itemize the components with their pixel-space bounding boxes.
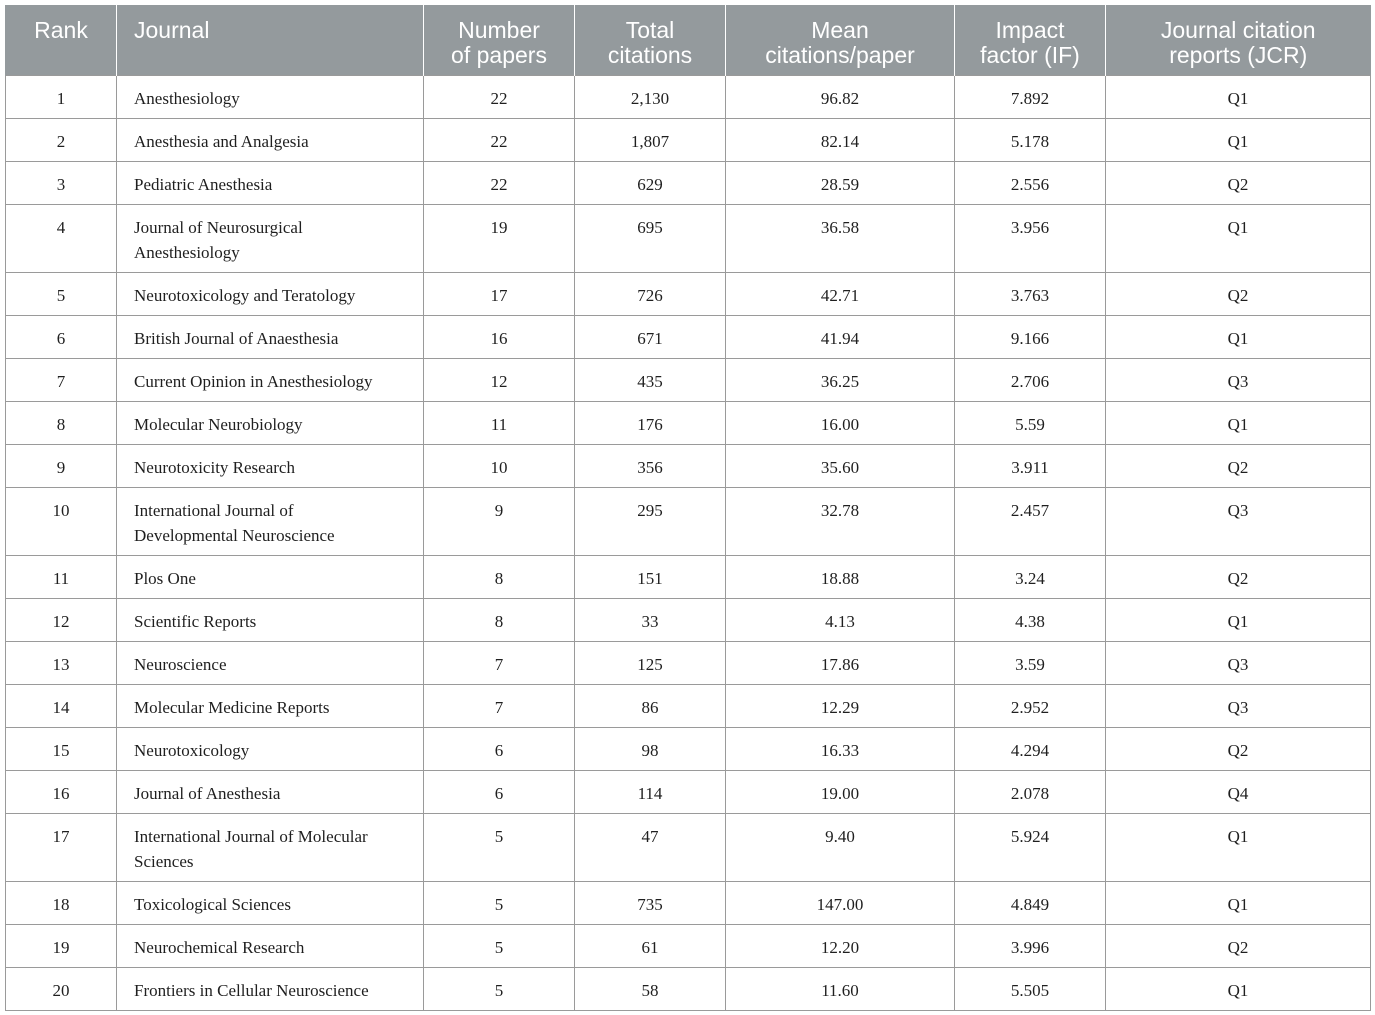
papers-cell: 22 <box>424 161 575 204</box>
header-row <box>6 5 1371 75</box>
citations-cell: 735 <box>575 881 726 924</box>
mean-cell: 82.14 <box>726 118 955 161</box>
citations-cell: 58 <box>575 967 726 1010</box>
table-row <box>6 727 1371 770</box>
impact-factor-cell: 3.763 <box>955 272 1106 315</box>
journal-cell: International Journal of Developmental Neuroscience <box>117 487 424 555</box>
mean-cell: 36.58 <box>726 204 955 272</box>
impact-factor-cell: 3.24 <box>955 555 1106 598</box>
rank-cell: 7 <box>6 358 117 401</box>
journal-cell: Anesthesia and Analgesia <box>117 118 424 161</box>
papers-cell: 8 <box>424 598 575 641</box>
papers-cell: 7 <box>424 684 575 727</box>
citations-cell: 435 <box>575 358 726 401</box>
citations-cell: 151 <box>575 555 726 598</box>
journal-cell: Frontiers in Cellular Neuroscience <box>117 967 424 1010</box>
rank-cell: 19 <box>6 924 117 967</box>
journal-cell: Plos One <box>117 555 424 598</box>
mean-cell: 28.59 <box>726 161 955 204</box>
rank-cell: 12 <box>6 598 117 641</box>
citations-cell: 86 <box>575 684 726 727</box>
jcr-cell: Q1 <box>1106 75 1371 118</box>
mean-cell: 32.78 <box>726 487 955 555</box>
mean-cell: 35.60 <box>726 444 955 487</box>
table-row <box>6 684 1371 727</box>
table-row <box>6 204 1371 272</box>
table-row <box>6 161 1371 204</box>
mean-cell: 16.00 <box>726 401 955 444</box>
rank-cell: 9 <box>6 444 117 487</box>
papers-cell: 5 <box>424 813 575 881</box>
papers-cell: 8 <box>424 555 575 598</box>
citations-cell: 114 <box>575 770 726 813</box>
rank-cell: 15 <box>6 727 117 770</box>
header-mean-citations: Mean citations/paper <box>726 5 955 75</box>
header-jcr: Journal citation reports (JCR) <box>1106 5 1371 75</box>
rank-cell: 20 <box>6 967 117 1010</box>
papers-cell: 6 <box>424 770 575 813</box>
journal-cell: Molecular Medicine Reports <box>117 684 424 727</box>
header-journal: Journal <box>117 5 424 75</box>
impact-factor-cell: 5.178 <box>955 118 1106 161</box>
jcr-cell: Q2 <box>1106 727 1371 770</box>
rank-cell: 10 <box>6 487 117 555</box>
rank-cell: 4 <box>6 204 117 272</box>
jcr-cell: Q1 <box>1106 401 1371 444</box>
mean-cell: 36.25 <box>726 358 955 401</box>
table-row <box>6 272 1371 315</box>
rank-cell: 11 <box>6 555 117 598</box>
citations-cell: 629 <box>575 161 726 204</box>
citations-cell: 2,130 <box>575 75 726 118</box>
citations-cell: 125 <box>575 641 726 684</box>
jcr-cell: Q3 <box>1106 641 1371 684</box>
rank-cell: 17 <box>6 813 117 881</box>
citations-cell: 671 <box>575 315 726 358</box>
journal-cell: Molecular Neurobiology <box>117 401 424 444</box>
mean-cell: 19.00 <box>726 770 955 813</box>
table-row <box>6 487 1371 555</box>
header-total-citations: Total citations <box>575 5 726 75</box>
citations-cell: 176 <box>575 401 726 444</box>
rank-cell: 1 <box>6 75 117 118</box>
impact-factor-cell: 4.849 <box>955 881 1106 924</box>
impact-factor-cell: 5.505 <box>955 967 1106 1010</box>
jcr-cell: Q3 <box>1106 358 1371 401</box>
jcr-cell: Q1 <box>1106 967 1371 1010</box>
journal-cell: British Journal of Anaesthesia <box>117 315 424 358</box>
mean-cell: 11.60 <box>726 967 955 1010</box>
header-rank: Rank <box>6 5 117 75</box>
journal-cell: Anesthesiology <box>117 75 424 118</box>
citations-cell: 61 <box>575 924 726 967</box>
jcr-cell: Q1 <box>1106 315 1371 358</box>
papers-cell: 17 <box>424 272 575 315</box>
papers-cell: 16 <box>424 315 575 358</box>
papers-cell: 12 <box>424 358 575 401</box>
table-row <box>6 641 1371 684</box>
citations-cell: 47 <box>575 813 726 881</box>
journal-cell: Neurotoxicology <box>117 727 424 770</box>
impact-factor-cell: 3.59 <box>955 641 1106 684</box>
papers-cell: 22 <box>424 75 575 118</box>
impact-factor-cell: 3.996 <box>955 924 1106 967</box>
rank-cell: 3 <box>6 161 117 204</box>
rank-cell: 8 <box>6 401 117 444</box>
citations-cell: 33 <box>575 598 726 641</box>
citations-cell: 98 <box>575 727 726 770</box>
rank-cell: 5 <box>6 272 117 315</box>
impact-factor-cell: 4.294 <box>955 727 1106 770</box>
mean-cell: 9.40 <box>726 813 955 881</box>
table-row <box>6 75 1371 118</box>
jcr-cell: Q1 <box>1106 813 1371 881</box>
impact-factor-cell: 5.59 <box>955 401 1106 444</box>
rank-cell: 6 <box>6 315 117 358</box>
papers-cell: 5 <box>424 967 575 1010</box>
impact-factor-cell: 3.956 <box>955 204 1106 272</box>
rank-cell: 18 <box>6 881 117 924</box>
rank-cell: 2 <box>6 118 117 161</box>
citations-cell: 726 <box>575 272 726 315</box>
table-row <box>6 924 1371 967</box>
journal-cell: Toxicological Sciences <box>117 881 424 924</box>
table-row <box>6 770 1371 813</box>
impact-factor-cell: 9.166 <box>955 315 1106 358</box>
mean-cell: 42.71 <box>726 272 955 315</box>
jcr-cell: Q4 <box>1106 770 1371 813</box>
table-row <box>6 118 1371 161</box>
jcr-cell: Q2 <box>1106 924 1371 967</box>
table-row <box>6 444 1371 487</box>
jcr-cell: Q1 <box>1106 598 1371 641</box>
citations-cell: 695 <box>575 204 726 272</box>
table-row <box>6 598 1371 641</box>
table-row <box>6 315 1371 358</box>
citations-cell: 1,807 <box>575 118 726 161</box>
rank-cell: 16 <box>6 770 117 813</box>
journal-cell: Journal of Anesthesia <box>117 770 424 813</box>
mean-cell: 41.94 <box>726 315 955 358</box>
table-row <box>6 813 1371 881</box>
mean-cell: 12.20 <box>726 924 955 967</box>
citations-cell: 356 <box>575 444 726 487</box>
impact-factor-cell: 2.457 <box>955 487 1106 555</box>
mean-cell: 18.88 <box>726 555 955 598</box>
journal-cell: International Journal of Molecular Sciences <box>117 813 424 881</box>
impact-factor-cell: 5.924 <box>955 813 1106 881</box>
header-number-of-papers: Number of papers <box>424 5 575 75</box>
journal-cell: Neurotoxicology and Teratology <box>117 272 424 315</box>
mean-cell: 147.00 <box>726 881 955 924</box>
journal-cell: Scientific Reports <box>117 598 424 641</box>
jcr-cell: Q1 <box>1106 118 1371 161</box>
jcr-cell: Q3 <box>1106 684 1371 727</box>
mean-cell: 12.29 <box>726 684 955 727</box>
jcr-cell: Q2 <box>1106 555 1371 598</box>
table-row <box>6 881 1371 924</box>
impact-factor-cell: 2.078 <box>955 770 1106 813</box>
table-row <box>6 555 1371 598</box>
papers-cell: 9 <box>424 487 575 555</box>
jcr-cell: Q3 <box>1106 487 1371 555</box>
papers-cell: 5 <box>424 924 575 967</box>
journal-cell: Pediatric Anesthesia <box>117 161 424 204</box>
table-row <box>6 967 1371 1010</box>
papers-cell: 22 <box>424 118 575 161</box>
mean-cell: 96.82 <box>726 75 955 118</box>
citations-cell: 295 <box>575 487 726 555</box>
papers-cell: 11 <box>424 401 575 444</box>
journal-cell: Neurochemical Research <box>117 924 424 967</box>
table-row <box>6 358 1371 401</box>
impact-factor-cell: 2.952 <box>955 684 1106 727</box>
table-row <box>6 401 1371 444</box>
header-impact-factor: Impact factor (IF) <box>955 5 1106 75</box>
impact-factor-cell: 7.892 <box>955 75 1106 118</box>
jcr-cell: Q2 <box>1106 444 1371 487</box>
jcr-cell: Q1 <box>1106 881 1371 924</box>
mean-cell: 17.86 <box>726 641 955 684</box>
jcr-cell: Q2 <box>1106 161 1371 204</box>
impact-factor-cell: 2.706 <box>955 358 1106 401</box>
rank-cell: 13 <box>6 641 117 684</box>
journal-ranking-table <box>5 5 1371 1011</box>
papers-cell: 7 <box>424 641 575 684</box>
jcr-cell: Q1 <box>1106 204 1371 272</box>
impact-factor-cell: 2.556 <box>955 161 1106 204</box>
impact-factor-cell: 4.38 <box>955 598 1106 641</box>
journal-cell: Current Opinion in Anesthesiology <box>117 358 424 401</box>
papers-cell: 19 <box>424 204 575 272</box>
papers-cell: 6 <box>424 727 575 770</box>
journal-cell: Journal of Neurosurgical Anesthesiology <box>117 204 424 272</box>
journal-cell: Neuroscience <box>117 641 424 684</box>
jcr-cell: Q2 <box>1106 272 1371 315</box>
table-body <box>6 75 1371 1010</box>
journal-table-container <box>5 5 1370 1011</box>
papers-cell: 10 <box>424 444 575 487</box>
mean-cell: 4.13 <box>726 598 955 641</box>
papers-cell: 5 <box>424 881 575 924</box>
journal-cell: Neurotoxicity Research <box>117 444 424 487</box>
rank-cell: 14 <box>6 684 117 727</box>
impact-factor-cell: 3.911 <box>955 444 1106 487</box>
mean-cell: 16.33 <box>726 727 955 770</box>
